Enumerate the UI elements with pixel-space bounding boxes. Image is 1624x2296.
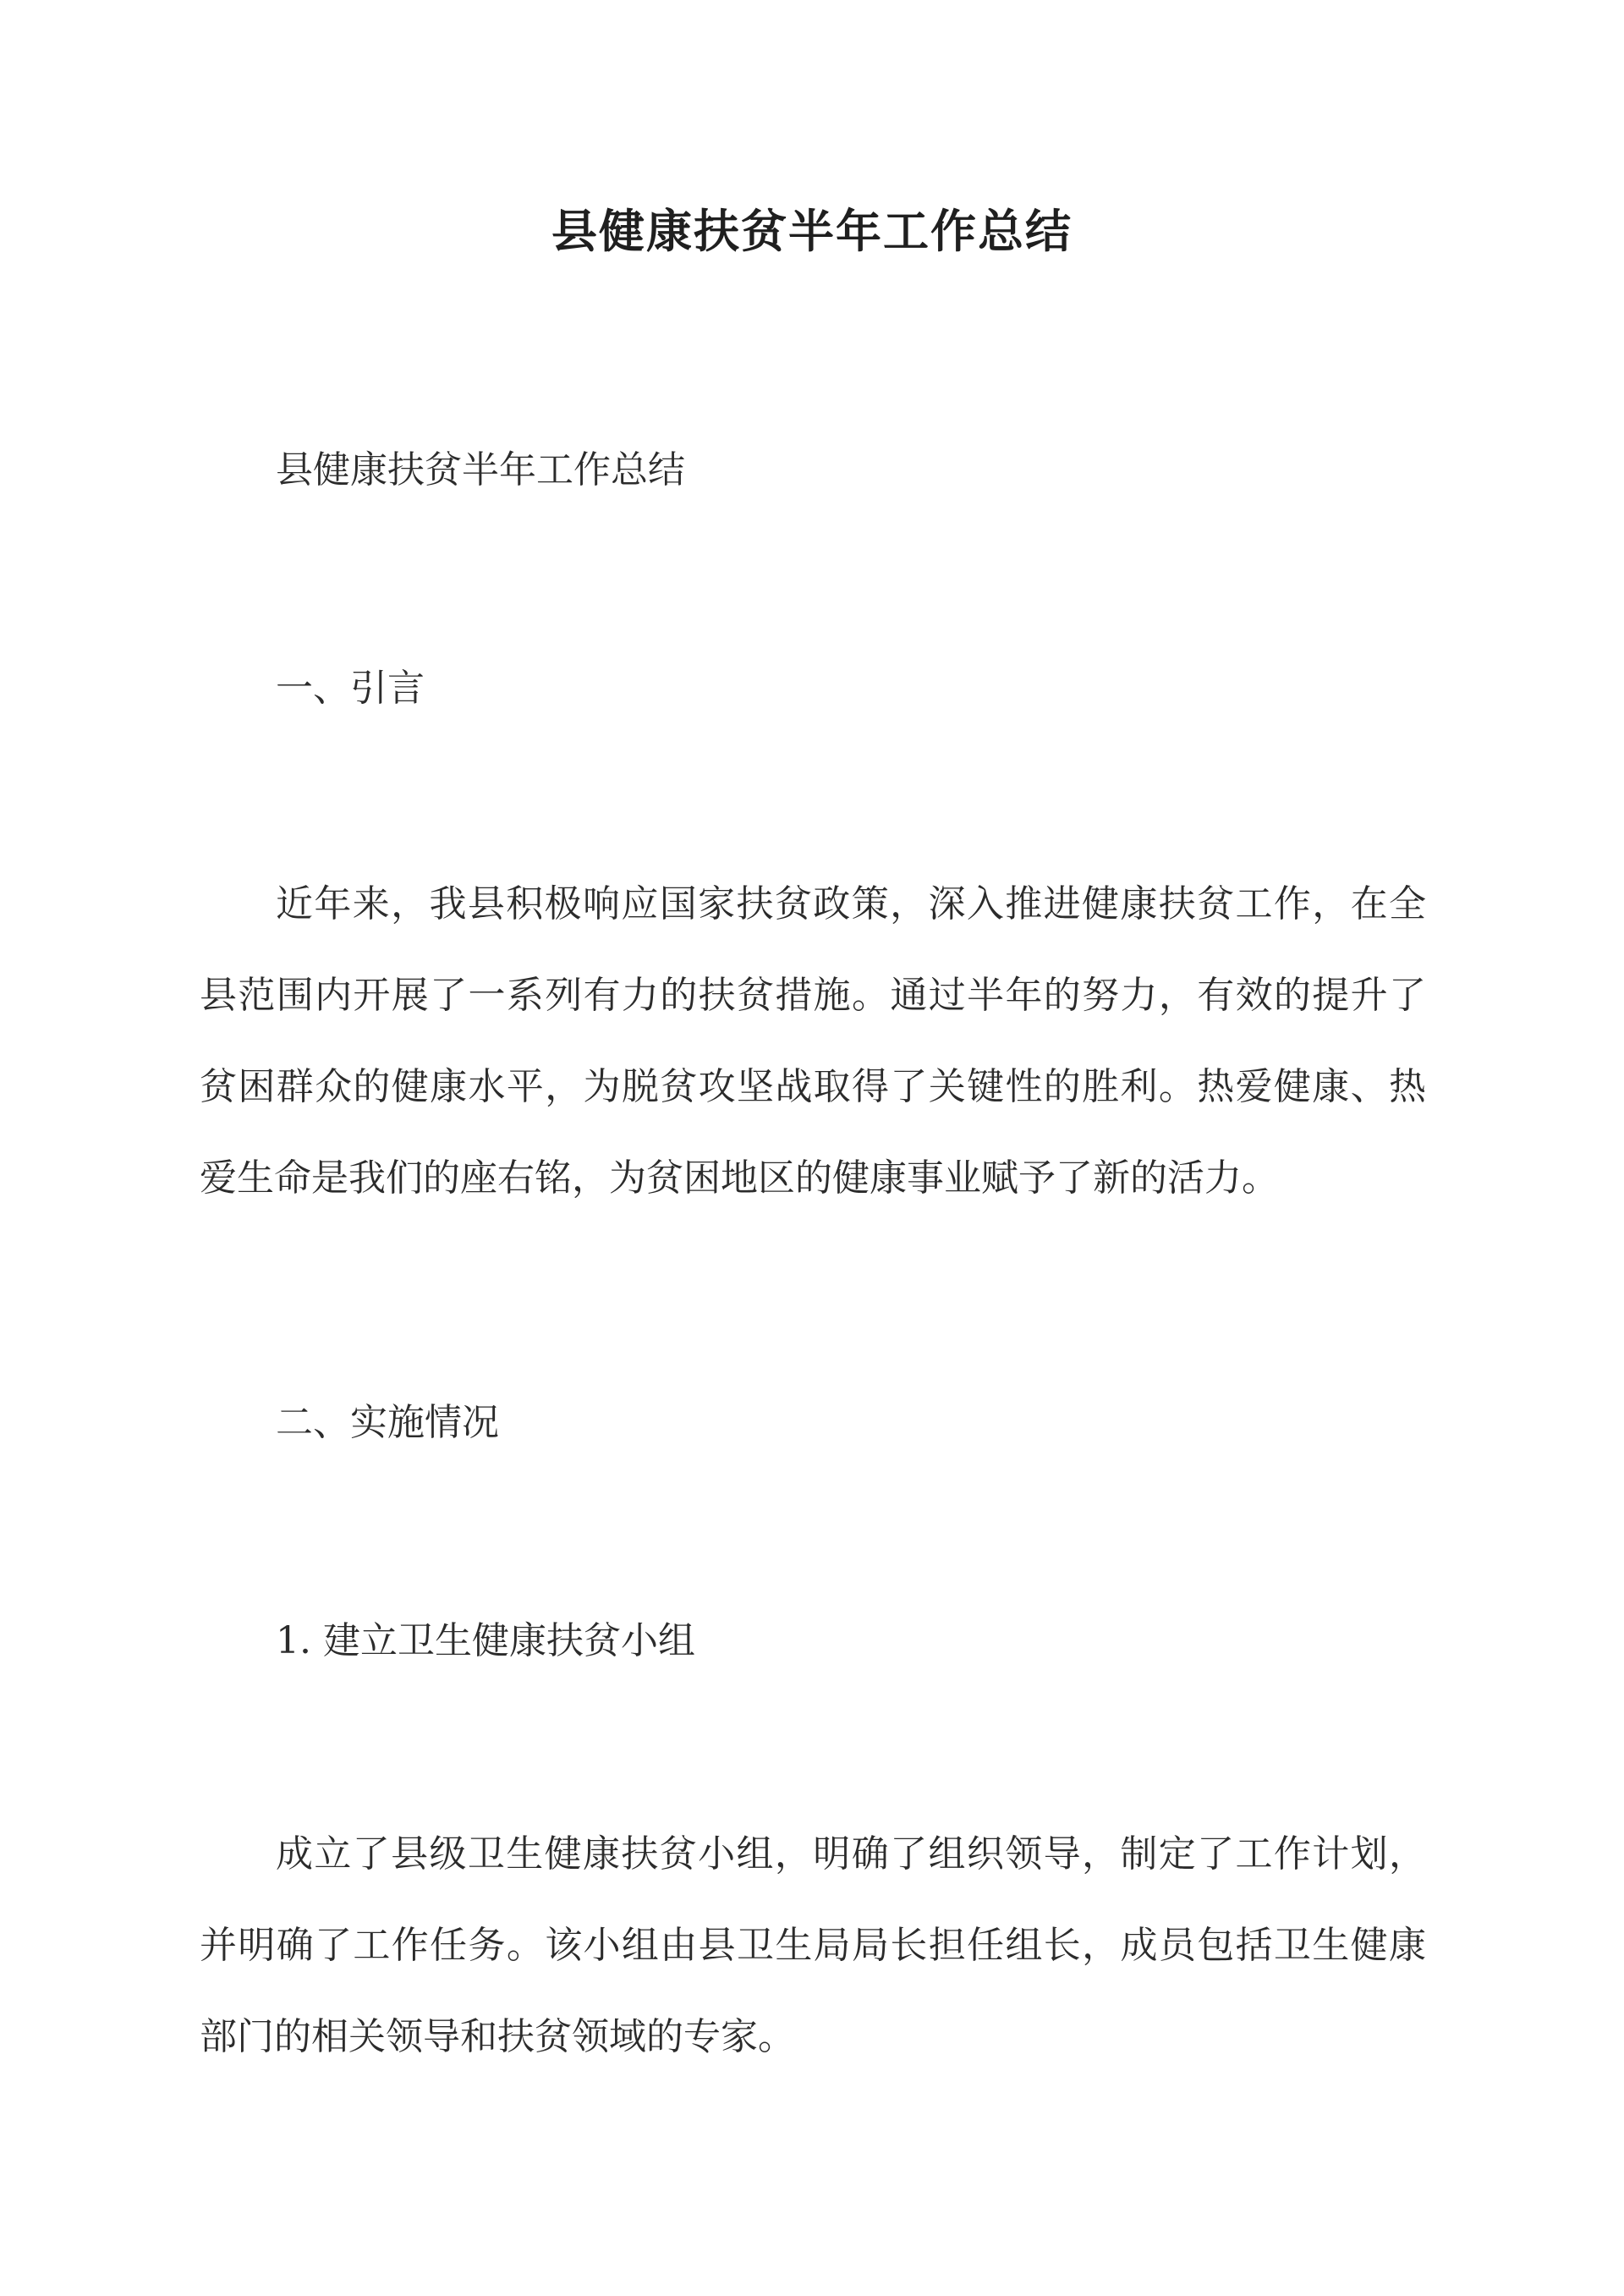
document-subtitle: 县健康扶贫半年工作总结 [276,448,685,492]
section-heading-introduction: 一、引言 [276,667,425,710]
section-heading-implementation: 二、实施情况 [276,1401,499,1444]
document-title: 县健康扶贫半年工作总结 [551,204,1073,258]
item-heading-health-group: 1. 建立卫生健康扶贫小组 [276,1619,695,1662]
paragraph-health-group: 成立了县级卫生健康扶贫小组，明确了组织领导，制定了工作计划，并明确了工作任务。该小组由县卫生局局长担任组长，成员包括卫生健康部门的相关领导和扶贫领域的专家。 [200,1832,1426,2058]
paragraph-introduction: 近年来，我县积极响应国家扶贫政策，深入推进健康扶贫工作，在全县范围内开展了一系列有力的扶贫措施。通过半年的努力，有效的提升了贫困群众的健康水平，为脱贫攻坚战取得了关键性的胜利。热爱健康、热爱生命是我们的座右铭，为贫困地区的健康事业赋予了新的活力。 [200,882,1426,1200]
